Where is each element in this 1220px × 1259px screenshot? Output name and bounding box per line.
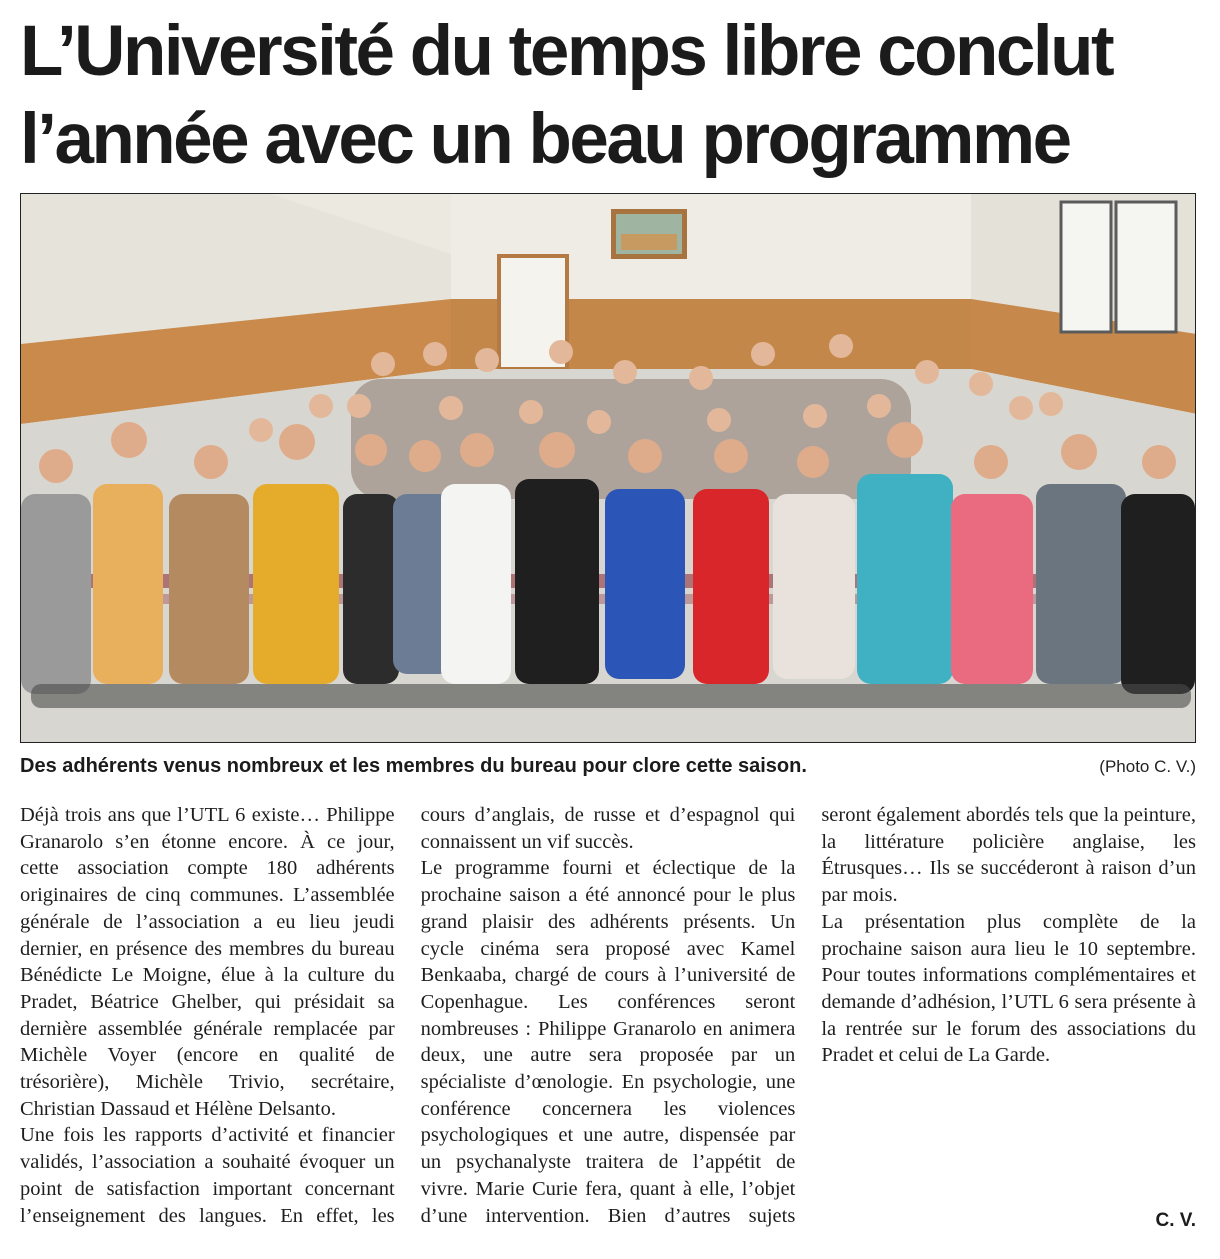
group-photo — [20, 193, 1196, 743]
author-signature: C. V. — [1155, 1210, 1196, 1231]
column-1 — [20, 802, 1196, 1236]
paragraph-3: Le programme fourni et éclectique de la prochaine saison a été annoncé pour le plus grand plaisir des adhérents présents. Un cycle cinéma sera proposé avec Kamel Benkaaba, chargé de cours à l’université de Copenhague. Les conférences seront nombreuses : Philippe Granarolo en animera deux, une autre sera proposée par un spécialiste d’œnologie. En psychologie, une conférence concernera les violences psychologiques et une autre, dispensée par un psychanalyste traitera de l’appétit de vivre. Marie Curie fera, quant à elle, l’objet d’une intervention. Bien d’autres sujets seront également abordés tels que la peinture, la littérature policière anglaise, les Étrusques… Ils se succéderont à raison d’un par mois. — [420, 804, 1196, 1227]
paragraph-1: Déjà trois ans que l’UTL 6 existe… Philippe Granarolo s’en étonne encore. À ce jour, cette association compte 180 adhérents originaires de cinq communes. L’assemblée générale de l’association a eu lieu jeudi dernier, en présence des membres du bureau Bénédicte Le Moigne, élue à la culture du Pradet, Béatrice Ghelber, qui présidait sa dernière assemblée générale remplacée par Michèle Voyer (encore en qualité de trésorière), Michèle Trivio, secrétaire, Christian Dassaud et Hélène Delsanto. — [20, 804, 395, 1120]
photo-credit: (Photo C. V.) — [1099, 757, 1196, 776]
photo-caption: Des adhérents venus nombreux et les membres du bureau pour clore cette saison. — [20, 755, 807, 777]
headline-line-2: l’année avec un beau programme — [20, 100, 1070, 179]
headline-line-1: L’Université du temps libre conclut — [20, 12, 1113, 91]
article-body — [20, 802, 1196, 1236]
paragraph-4: La présentation plus complète de la prochaine saison aura lieu le 10 septembre. Pour toutes informations complémentaires et demande d’adhésion, l’UTL 6 sera présente à la rentrée sur le forum des associations du Pradet et celui de La Garde. — [821, 910, 1196, 1067]
headline — [20, 8, 1210, 184]
paragraph-2: Une fois les rapports d’activité et financier validés, l’association a souhaité évoquer un point de satisfaction important concernant l’enseignement des langues. En effet, les cours d’anglais, de russe et d’espagnol qui connaissent un vif succès. — [20, 804, 796, 1227]
